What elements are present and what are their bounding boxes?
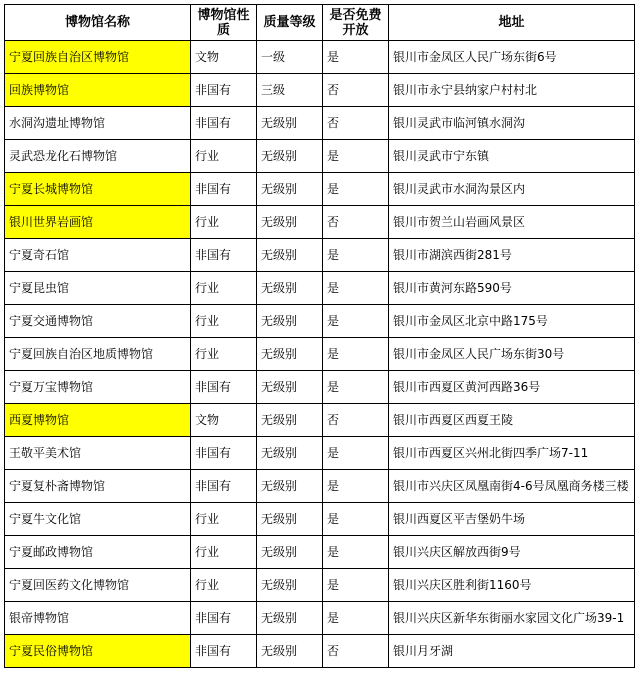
address-cell: 银川灵武市水洞沟景区内 [389, 173, 635, 206]
museum-name-cell: 王敬平美术馆 [5, 437, 191, 470]
museum-nature-cell: 行业 [191, 140, 257, 173]
museum-nature-cell: 文物 [191, 404, 257, 437]
table-row [5, 437, 635, 470]
quality-level-cell: 无级别 [257, 404, 323, 437]
address-cell: 银川市西夏区兴州北街四季广场7-11 [389, 437, 635, 470]
table-row [5, 272, 635, 305]
address-cell: 银川市金凤区人民广场东街30号 [389, 338, 635, 371]
museum-name-cell: 宁夏昆虫馆 [5, 272, 191, 305]
table-row [5, 569, 635, 602]
address-cell: 银川市金凤区人民广场东街6号 [389, 41, 635, 74]
museum-table [4, 4, 635, 668]
quality-level-cell: 无级别 [257, 107, 323, 140]
address-cell: 银川市湖滨西街281号 [389, 239, 635, 272]
museum-nature-cell: 非国有 [191, 635, 257, 668]
table-row [5, 338, 635, 371]
table-row [5, 74, 635, 107]
quality-level-cell: 无级别 [257, 503, 323, 536]
museum-nature-cell: 非国有 [191, 239, 257, 272]
address-cell: 银川兴庆区解放西街9号 [389, 536, 635, 569]
table-row [5, 635, 635, 668]
free-admission-cell: 是 [323, 173, 389, 206]
free-admission-cell: 是 [323, 437, 389, 470]
address-cell: 银川灵武市宁东镇 [389, 140, 635, 173]
quality-level-cell: 无级别 [257, 371, 323, 404]
museum-nature-cell: 非国有 [191, 107, 257, 140]
museum-name-cell: 宁夏奇石馆 [5, 239, 191, 272]
table-row [5, 602, 635, 635]
quality-level-cell: 无级别 [257, 206, 323, 239]
free-admission-cell: 否 [323, 206, 389, 239]
free-admission-cell: 是 [323, 239, 389, 272]
museum-nature-cell: 行业 [191, 206, 257, 239]
quality-level-cell: 无级别 [257, 602, 323, 635]
museum-nature-cell: 非国有 [191, 173, 257, 206]
address-cell: 银川兴庆区胜利街1160号 [389, 569, 635, 602]
header-quality-level: 质量等级 [257, 5, 323, 41]
table-row [5, 107, 635, 140]
header-address: 地址 [389, 5, 635, 41]
table-row [5, 536, 635, 569]
museum-nature-cell: 非国有 [191, 437, 257, 470]
museum-name-cell: 回族博物馆 [5, 74, 191, 107]
museum-name-cell: 宁夏回族自治区地质博物馆 [5, 338, 191, 371]
address-cell: 银川灵武市临河镇水洞沟 [389, 107, 635, 140]
header-museum-nature: 博物馆性质 [191, 5, 257, 41]
quality-level-cell: 无级别 [257, 569, 323, 602]
quality-level-cell: 无级别 [257, 338, 323, 371]
free-admission-cell: 是 [323, 503, 389, 536]
quality-level-cell: 无级别 [257, 437, 323, 470]
quality-level-cell: 无级别 [257, 305, 323, 338]
museum-name-cell: 宁夏民俗博物馆 [5, 635, 191, 668]
quality-level-cell: 无级别 [257, 239, 323, 272]
museum-nature-cell: 行业 [191, 569, 257, 602]
address-cell: 银川市西夏区黄河西路36号 [389, 371, 635, 404]
header-row [5, 5, 635, 41]
quality-level-cell: 三级 [257, 74, 323, 107]
quality-level-cell: 无级别 [257, 140, 323, 173]
address-cell: 银川市兴庆区凤凰南街4-6号凤凰商务楼三楼 [389, 470, 635, 503]
museum-name-cell: 宁夏复朴斋博物馆 [5, 470, 191, 503]
free-admission-cell: 是 [323, 371, 389, 404]
table-row [5, 140, 635, 173]
museum-name-cell: 宁夏牛文化馆 [5, 503, 191, 536]
museum-name-cell: 灵武恐龙化石博物馆 [5, 140, 191, 173]
address-cell: 银川市黄河东路590号 [389, 272, 635, 305]
museum-nature-cell: 非国有 [191, 74, 257, 107]
museum-name-cell: 宁夏长城博物馆 [5, 173, 191, 206]
address-cell: 银川市永宁县纳家户村村北 [389, 74, 635, 107]
free-admission-cell: 是 [323, 41, 389, 74]
free-admission-cell: 否 [323, 107, 389, 140]
free-admission-cell: 是 [323, 470, 389, 503]
museum-name-cell: 宁夏回族自治区博物馆 [5, 41, 191, 74]
museum-nature-cell: 非国有 [191, 470, 257, 503]
museum-name-cell: 宁夏交通博物馆 [5, 305, 191, 338]
museum-name-cell: 宁夏回医药文化博物馆 [5, 569, 191, 602]
museum-nature-cell: 文物 [191, 41, 257, 74]
free-admission-cell: 是 [323, 569, 389, 602]
museum-name-cell: 宁夏邮政博物馆 [5, 536, 191, 569]
museum-name-cell: 银川世界岩画馆 [5, 206, 191, 239]
free-admission-cell: 是 [323, 602, 389, 635]
museum-name-cell: 西夏博物馆 [5, 404, 191, 437]
quality-level-cell: 无级别 [257, 536, 323, 569]
quality-level-cell: 无级别 [257, 173, 323, 206]
table-row [5, 371, 635, 404]
address-cell: 银川市西夏区西夏王陵 [389, 404, 635, 437]
free-admission-cell: 是 [323, 338, 389, 371]
quality-level-cell: 无级别 [257, 635, 323, 668]
museum-nature-cell: 非国有 [191, 602, 257, 635]
quality-level-cell: 一级 [257, 41, 323, 74]
table-row [5, 470, 635, 503]
table-row [5, 41, 635, 74]
table-row [5, 239, 635, 272]
free-admission-cell: 是 [323, 272, 389, 305]
museum-name-cell: 水洞沟遗址博物馆 [5, 107, 191, 140]
table-row [5, 503, 635, 536]
museum-name-cell: 银帝博物馆 [5, 602, 191, 635]
address-cell: 银川月牙湖 [389, 635, 635, 668]
table-row [5, 206, 635, 239]
museum-nature-cell: 行业 [191, 503, 257, 536]
quality-level-cell: 无级别 [257, 470, 323, 503]
free-admission-cell: 否 [323, 74, 389, 107]
free-admission-cell: 否 [323, 404, 389, 437]
free-admission-cell: 是 [323, 536, 389, 569]
header-free-admission: 是否免费开放 [323, 5, 389, 41]
museum-nature-cell: 行业 [191, 305, 257, 338]
quality-level-cell: 无级别 [257, 272, 323, 305]
museum-name-cell: 宁夏万宝博物馆 [5, 371, 191, 404]
museum-nature-cell: 行业 [191, 536, 257, 569]
address-cell: 银川西夏区平吉堡奶牛场 [389, 503, 635, 536]
free-admission-cell: 否 [323, 635, 389, 668]
museum-nature-cell: 行业 [191, 338, 257, 371]
free-admission-cell: 是 [323, 140, 389, 173]
address-cell: 银川市金凤区北京中路175号 [389, 305, 635, 338]
header-museum-name: 博物馆名称 [5, 5, 191, 41]
free-admission-cell: 是 [323, 305, 389, 338]
table-row [5, 305, 635, 338]
table-row [5, 173, 635, 206]
address-cell: 银川兴庆区新华东街丽水家园文化广场39-1 [389, 602, 635, 635]
address-cell: 银川市贺兰山岩画风景区 [389, 206, 635, 239]
museum-nature-cell: 非国有 [191, 371, 257, 404]
museum-nature-cell: 行业 [191, 272, 257, 305]
table-row [5, 404, 635, 437]
